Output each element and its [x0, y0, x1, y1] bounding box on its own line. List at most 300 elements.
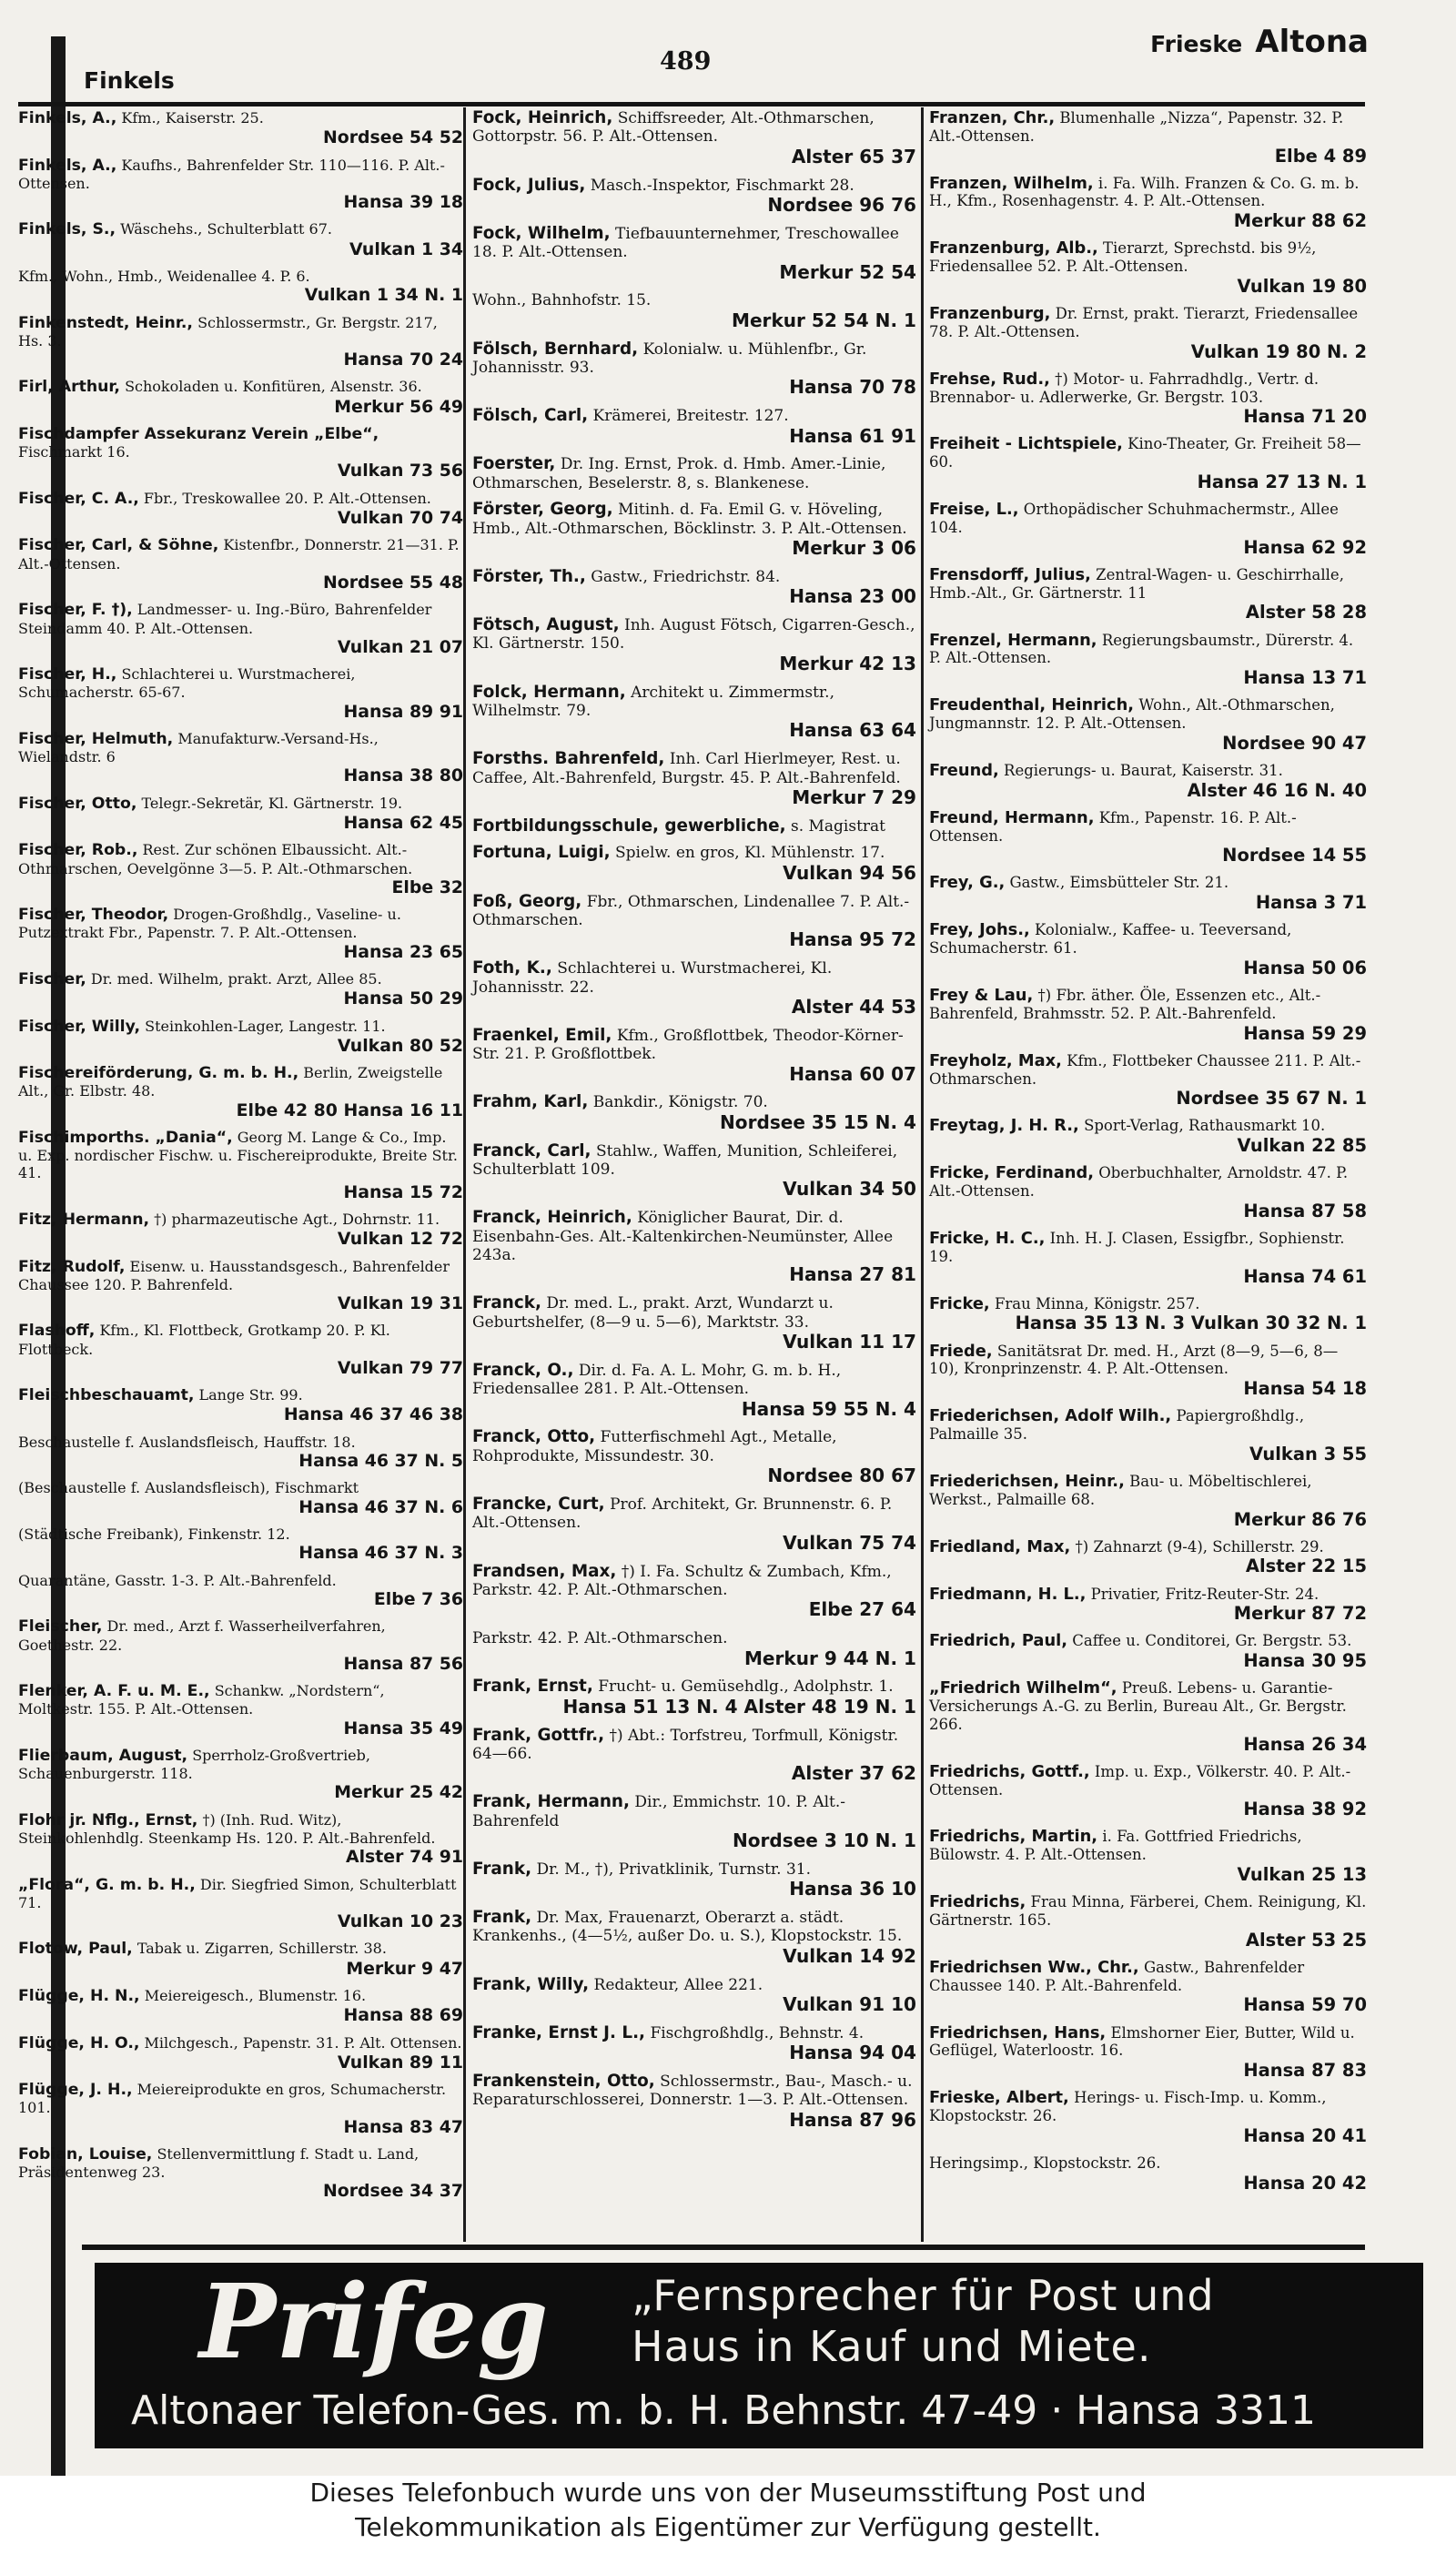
entry-phone: Merkur 25 42	[334, 1782, 463, 1803]
entry-phone: Hansa 59 55 N. 4	[741, 1397, 916, 1420]
directory-entry	[924, 1763, 1374, 1820]
entry-phone: Elbe 27 64	[808, 1598, 916, 1621]
advertisement-banner	[95, 2263, 1423, 2448]
entry-details: Mitinh. d. Fa. Emil G. v. Höveling, Hmb., Alt.-Othmarschen, Böcklinstr. 3. P. Alt.-Ottensen.	[472, 501, 907, 538]
directory-entry	[924, 109, 1374, 167]
directory-entry	[13, 795, 470, 834]
entry-phone: Elbe 4 89	[1274, 145, 1367, 167]
entry-phone: Merkur 42 13	[779, 652, 916, 674]
entry-name: Franke, Ernst J. L.,	[472, 2022, 646, 2042]
entry-phone: Hansa 88 69	[343, 2005, 463, 2026]
entry-phone: Vulkan 25 13	[1237, 1864, 1367, 1886]
entry-name: Fleischer,	[18, 1617, 103, 1637]
entry-phone: Hansa 23 00	[789, 585, 916, 608]
entry-details: Kfm., Kaiserstr. 25.	[121, 109, 264, 127]
entry-name: Folck, Hermann,	[472, 682, 626, 702]
directory-entry	[13, 2145, 470, 2202]
entry-details: Stellenvermittlung f. Stadt u. Land, Präsidentenweg 23.	[18, 2145, 420, 2182]
directory-entry	[924, 566, 1374, 623]
entry-phone: Merkur 7 29	[792, 786, 916, 809]
entry-name: Fischer, Theodor,	[18, 906, 169, 925]
entry-phone: Elbe 7 36	[373, 1588, 463, 1609]
entry-details: †) Zahnarzt (9-4), Schillerstr. 29.	[1075, 1537, 1324, 1556]
entry-name: Friederichsen, Adolf Wilh.,	[929, 1406, 1172, 1426]
entry-phone: Vulkan 80 52	[337, 1035, 463, 1056]
entry-details: Steinkohlen-Lager, Langestr. 11.	[145, 1017, 386, 1035]
entry-name: Fischer, F. †),	[18, 601, 133, 620]
directory-entry	[467, 1362, 924, 1421]
entry-name: Fötsch, August,	[472, 615, 620, 635]
entry-name: Finkels, A.,	[18, 109, 117, 127]
entry-details: Gastw., Eimsbütteler Str. 21.	[1009, 874, 1229, 892]
directory-entry	[467, 1093, 924, 1133]
entry-name: Frenzel, Hermann,	[929, 630, 1097, 650]
entry-phone: Merkur 9 47	[346, 1958, 463, 1979]
entry-phone: Hansa 46 37 N. 6	[298, 1496, 463, 1517]
entry-name: Forsths. Bahrenfeld,	[472, 749, 665, 769]
entry-name: Fischereiförderung, G. m. b. H.,	[18, 1064, 299, 1083]
entry-details: Frucht- u. Gemüsehdlg., Adolphstr. 1.	[598, 1677, 894, 1697]
entry-details: Beschaustelle f. Auslandsfleisch, Hauffstr. 18.	[18, 1433, 356, 1451]
directory-entry	[13, 1940, 470, 1979]
entry-name: Franck, Carl,	[472, 1140, 592, 1160]
directory-entry	[13, 1434, 470, 1472]
entry-phone: Nordsee 96 76	[767, 194, 916, 217]
entry-name: Fraenkel, Emil,	[472, 1025, 612, 1045]
entry-name: Flenker, A. F. u. M. E.,	[18, 1682, 210, 1701]
entry-name: Fischer, Rob.,	[18, 841, 138, 860]
entry-details: Schlossermstr., Bau-, Masch.- u. Reparaturschlosserei, Donnerstr. 1—3. P. Alt.-Ottensen.	[472, 2073, 913, 2110]
entry-details: Wohn., Alt.-Othmarschen, Jungmannstr. 12. P. Alt.-Ottensen.	[929, 696, 1335, 732]
entry-phone: Elbe 42 80 Hansa 16 11	[236, 1100, 463, 1120]
directory-entry	[13, 220, 470, 259]
directory-entry	[924, 1052, 1374, 1110]
directory-entry	[467, 1142, 924, 1201]
entry-phone: Hansa 87 96	[789, 2108, 916, 2131]
directory-entry	[467, 407, 924, 447]
entry-details: Dr. med. L., prakt. Arzt, Wundarzt u. Geburtshelfer, (8—9 u. 5—6), Marktstr. 33.	[472, 1294, 834, 1332]
directory-entry	[467, 1793, 924, 1852]
entry-details: Krämerei, Breitestr. 127.	[592, 407, 789, 426]
entry-name: Frieske, Albert,	[929, 2088, 1069, 2108]
entry-details: Architekt u. Zimmermstr., Wilhelmstr. 79.	[472, 683, 834, 721]
entry-phone: Hansa 36 10	[789, 1878, 916, 1900]
entry-phone: Vulkan 91 10	[783, 1993, 916, 2016]
entry-details: Elmshorner Eier, Butter, Wild u. Geflügel, Waterloostr. 16.	[929, 2023, 1355, 2060]
entry-details: Meiereigesch., Blumenstr. 16.	[144, 1986, 367, 2004]
entry-name: Friedrichsen, Hans,	[929, 2022, 1107, 2042]
directory-entry	[924, 1473, 1374, 1530]
entry-phone: Hansa 74 61	[1243, 1265, 1367, 1287]
entry-phone: Merkur 9 44 N. 1	[743, 1647, 916, 1669]
entry-details: Privatier, Fritz-Reuter-Str. 24.	[1090, 1585, 1320, 1603]
entry-phone: Hansa 87 58	[1243, 1200, 1367, 1221]
directory-entry	[13, 1987, 470, 2026]
directory-entry	[467, 1727, 924, 1786]
directory-entry	[467, 1428, 924, 1487]
entry-details: Dr. med. Wilhelm, prakt. Arzt, Allee 85.	[90, 969, 382, 988]
entry-details: Kfm., Großflottbek, Theodor-Körner-Str. 21. P. Großflottbek.	[472, 1026, 904, 1064]
entry-phone: Vulkan 34 50	[783, 1178, 916, 1201]
entry-name: Fobian, Louise,	[18, 2145, 153, 2164]
entry-details: Gastw., Friedrichstr. 84.	[591, 567, 781, 586]
entry-details: †) Fbr. äther. Öle, Essenzen etc., Alt.-Bahrenfeld, Brahmsstr. 52. P. Alt.-Bahrenfeld.	[929, 987, 1321, 1022]
directory-entry	[13, 906, 470, 962]
entry-phone: Hansa 15 72	[343, 1181, 463, 1202]
entry-name: Franck, Otto,	[472, 1427, 596, 1447]
entry-name: Frahm, Karl,	[472, 1092, 589, 1112]
entry-phone: Vulkan 10 23	[337, 1910, 463, 1931]
entry-details: Kfm., Flottbeker Chaussee 211. P. Alt.-Othmarschen.	[929, 1051, 1361, 1088]
entry-name: Flotow, Paul,	[18, 1940, 133, 1959]
entry-phone: Alster 65 37	[791, 145, 916, 167]
directory-entry	[467, 501, 924, 560]
entry-details: Dr. Max, Frauenarzt, Oberarzt a. städt. Krankenhs., (4—5½, außer Do. u. S.), Klopstockstr. 15.	[472, 1909, 903, 1946]
directory-entry	[467, 1976, 924, 2016]
entry-name: Finkenstedt, Heinr.,	[18, 313, 193, 332]
entry-name: Flierbaum, August,	[18, 1746, 188, 1765]
directory-entry	[924, 435, 1374, 492]
entry-details: Schiffsreeder, Alt.-Othmarschen, Gottorpstr. 56. P. Alt.-Ottensen.	[472, 109, 875, 147]
entry-phone: Hansa 94 04	[789, 2042, 916, 2064]
directory-entry	[924, 175, 1374, 232]
entry-phone: Hansa 70 24	[343, 350, 463, 370]
directory-entry	[13, 1386, 470, 1425]
directory-column-2	[467, 109, 924, 2239]
entry-details: i. Fa. Gottfried Friedrichs, Bülowstr. 4. P. Alt.-Ottensen.	[929, 1828, 1302, 1864]
directory-entry	[13, 314, 470, 370]
directory-entry	[467, 1495, 924, 1555]
entry-details: Inh. Carl Hierlmeyer, Rest. u. Caffee, Alt.-Bahrenfeld, Burgstr. 45. P. Alt.-Bahrenfeld.	[472, 750, 901, 787]
entry-phone: Alster 22 15	[1245, 1556, 1367, 1577]
entry-name: Fölsch, Bernhard,	[472, 339, 639, 359]
directory-entry	[467, 616, 924, 675]
entry-details: Regierungsbaumstr., Dürerstr. 4. P. Alt.-Ottensen.	[929, 631, 1354, 667]
entry-phone: Vulkan 94 56	[783, 861, 916, 884]
entry-phone: Vulkan 14 92	[783, 1944, 916, 1967]
directory-entry	[924, 1586, 1374, 1625]
directory-entry	[13, 1682, 470, 1738]
entry-details: Drogen-Großhdlg., Vaseline- u. Putzextrakt Fbr., Papenstr. 7. P. Alt.-Ottensen.	[18, 906, 401, 942]
entry-phone: Hansa 38 92	[1243, 1799, 1367, 1820]
entry-phone: Vulkan 1 34 N. 1	[304, 285, 463, 306]
entry-name: Fortbildungsschule, gewerbliche,	[472, 816, 786, 836]
directory-entry	[924, 987, 1374, 1044]
entry-details: Schlachterei u. Wurstmacherei, Kl. Johannisstr. 22.	[472, 959, 833, 997]
entry-details: Heringsimp., Klopstockstr. 26.	[929, 2154, 1161, 2172]
entry-name: Friedrichs,	[929, 1892, 1026, 1912]
entry-details: Regierungs- u. Baurat, Kaiserstr. 31.	[1004, 761, 1283, 779]
directory-entry	[924, 1117, 1374, 1156]
entry-details: Bankdir., Königstr. 70.	[592, 1093, 768, 1112]
entry-details: Quarantäne, Gasstr. 1-3. P. Alt.-Bahrenfeld.	[18, 1571, 337, 1589]
entry-details: Kfm., Wohn., Hmb., Weidenallee 4. P. 6.	[18, 268, 310, 286]
directory-entry	[467, 2024, 924, 2064]
directory-entry	[924, 305, 1374, 362]
entry-name: Fischer, Carl, & Söhne,	[18, 536, 219, 555]
entry-phone: Alster 53 25	[1245, 1929, 1367, 1951]
directory-column-3	[924, 109, 1374, 2239]
entry-details: Parkstr. 42. P. Alt.-Othmarschen.	[472, 1629, 728, 1648]
entry-name: Foß, Georg,	[472, 891, 582, 911]
directory-entry	[13, 1322, 470, 1378]
header-keyword-right	[1150, 24, 1369, 60]
directory-entry	[13, 1258, 470, 1314]
entry-phone: Vulkan 70 74	[337, 508, 463, 529]
entry-phone: Nordsee 14 55	[1222, 845, 1367, 867]
entry-phone: Hansa 51 13 N. 4 Alster 48 19 N. 1	[562, 1695, 916, 1718]
directory-entry	[13, 1211, 470, 1250]
entry-phone: Alster 44 53	[791, 995, 916, 1018]
directory-entry	[13, 1479, 470, 1517]
entry-phone: Nordsee 3 10 N. 1	[732, 1829, 916, 1852]
entry-details: Schlachterei u. Wurstmacherei, Schumacherstr. 65-67.	[18, 665, 356, 702]
directory-entry	[924, 921, 1374, 978]
entry-details: Papiergroßhdlg., Palmaille 35.	[929, 1407, 1305, 1444]
entry-phone: Hansa 83 47	[343, 2116, 463, 2137]
entry-details: Sanitätsrat Dr. med. H., Arzt (8—9, 5—6, 8—10), Kronprinzenstr. 4. P. Alt.-Ottensen.	[929, 1342, 1339, 1378]
entry-name: Flashoff,	[18, 1322, 96, 1341]
entry-phone: Hansa 71 20	[1243, 406, 1367, 428]
entry-name: Finkels, S.,	[18, 220, 116, 239]
entry-details: Fischmarkt 16.	[18, 443, 130, 461]
directory-entry	[924, 1295, 1374, 1334]
directory-entry	[13, 378, 470, 417]
entry-details: Gastw., Bahrenfelder Chaussee 140. P. Alt.-Bahrenfeld.	[929, 1958, 1305, 1994]
entry-phone: Hansa 23 65	[343, 941, 463, 962]
entry-name: Fricke,	[929, 1293, 990, 1313]
entry-name: Franzen, Chr.,	[929, 109, 1056, 127]
entry-details: Rest. Zur schönen Elbaussicht. Alt.-Othmarschen, Oevelgönne 3—5. P. Alt.-Othmarschen.	[18, 841, 413, 877]
entry-phone: Merkur 88 62	[1233, 210, 1367, 232]
entry-phone: Nordsee 35 15 N. 4	[720, 1110, 916, 1133]
directory-entry	[467, 817, 924, 836]
entry-phone: Hansa 3 71	[1255, 892, 1367, 914]
entry-details: Orthopädischer Schuhmachermstr., Allee 104.	[929, 501, 1339, 536]
entry-name: Freyholz, Max,	[929, 1050, 1062, 1070]
directory-entry	[13, 490, 470, 529]
directory-entry	[467, 109, 924, 168]
entry-name: Friedrich, Paul,	[929, 1631, 1067, 1651]
directory-entry	[924, 239, 1374, 297]
entry-details: (Städtische Freibank), Finkenstr. 12.	[18, 1525, 290, 1544]
entry-name: Friede,	[929, 1341, 993, 1361]
entry-name: Frank,	[472, 1859, 532, 1879]
directory-entry	[924, 1343, 1374, 1400]
entry-phone: Hansa 61 91	[789, 424, 916, 447]
entry-details: Kaufhs., Bahrenfelder Str. 110—116. P. Alt.-Ottensen.	[18, 156, 445, 192]
directory-entry	[467, 177, 924, 217]
entry-details: Kolonialw., Kaffee- u. Teeversand, Schumacherstr. 61.	[929, 921, 1292, 958]
entry-name: Förster, Georg,	[472, 500, 613, 520]
entry-name: Friedrichs, Martin,	[929, 1827, 1098, 1847]
directory-entry	[13, 1525, 470, 1564]
entry-details: Kistenfbr., Donnerstr. 21—31. P. Alt.-Ottensen.	[18, 536, 460, 573]
entry-name: Francke, Curt,	[472, 1494, 605, 1514]
entry-details: Inh. August Fötsch, Cigarren-Gesch., Kl. Gärtnerstr. 150.	[472, 616, 915, 654]
entry-name: Frank, Gottfr.,	[472, 1725, 605, 1745]
entry-phone: Hansa 20 42	[1243, 2172, 1367, 2194]
entry-phone: Nordsee 90 47	[1222, 732, 1367, 754]
entry-details: †) Motor- u. Fahrradhdlg., Vertr. d. Brennabor- u. Adlerwerke, Gr. Bergstr. 103.	[929, 370, 1320, 406]
entry-name: „Flora“, G. m. b. H.,	[18, 1875, 196, 1894]
directory-entry	[924, 2154, 1374, 2194]
entry-name: Fock, Heinrich,	[472, 109, 613, 127]
entry-details: Eisenw. u. Hausstandsgesch., Bahrenfelder Chaussee 120. P. Bahrenfeld.	[18, 1257, 450, 1293]
directory-entry	[13, 1876, 470, 1932]
entry-phone: Hansa 27 81	[789, 1263, 916, 1286]
entry-details: †) I. Fa. Schultz & Zumbach, Kfm., Parkstr. 42. P. Alt.-Othmarschen.	[472, 1562, 892, 1599]
entry-details: †) Abt.: Torfstreu, Torfmull, Königstr. 64—66.	[472, 1726, 899, 1764]
entry-details: Dir. Siegfried Simon, Schulterblatt 71.	[18, 1875, 457, 1911]
entry-phone: Merkur 3 06	[792, 537, 916, 560]
entry-details: Dir., Emmichstr. 10. P. Alt.-Bahrenfeld	[472, 1793, 846, 1830]
entry-details: Sport-Verlag, Rathausmarkt 10.	[1084, 1117, 1326, 1135]
entry-name: Frey, G.,	[929, 873, 1006, 893]
entry-name: Fricke, H. C.,	[929, 1228, 1046, 1248]
directory-entry	[13, 1064, 470, 1120]
entry-name: Franzen, Wilhelm,	[929, 173, 1094, 193]
entry-details: Kfm., Kl. Flottbeck, Grotkamp 20. P. Kl. Flottbeck.	[18, 1322, 390, 1358]
entry-phone: Vulkan 89 11	[337, 2052, 463, 2073]
entry-phone: Vulkan 22 85	[1237, 1135, 1367, 1157]
entry-name: Fischer, H.,	[18, 665, 117, 684]
ad-slogan-line-1: „Fernsprecher für Post und	[632, 2271, 1215, 2320]
entry-details: Georg M. Lange & Co., Imp. u. Exp. nordischer Fischw. u. Fischereiprodukte, Breite Str. 41.	[18, 1129, 458, 1182]
entry-details: Dr. M., †), Privatklinik, Turnstr. 31.	[536, 1860, 812, 1879]
entry-details: Herings- u. Fisch-Imp. u. Komm., Klopstockstr. 26.	[929, 2089, 1327, 2125]
entry-phone: Hansa 89 91	[343, 701, 463, 722]
directory-entry	[924, 632, 1374, 689]
entry-name: Flügge, H. O.,	[18, 2033, 140, 2052]
entry-details: Schokoladen u. Konfitüren, Alsenstr. 36.	[125, 378, 422, 396]
entry-phone: Hansa 62 45	[343, 812, 463, 833]
entry-phone: Hansa 60 07	[789, 1062, 916, 1085]
entry-phone: Merkur 52 54 N. 1	[732, 309, 916, 331]
entry-details: Blumenhalle „Nizza“, Papenstr. 32. P. Alt.-Ottensen.	[929, 109, 1344, 145]
entry-name: Finkels, A.,	[18, 156, 117, 175]
entry-name: Franzenburg,	[929, 304, 1051, 324]
directory-entry	[924, 1959, 1374, 2016]
entry-name: Freytag, J. H. R.,	[929, 1116, 1079, 1136]
entry-phone: Hansa 35 49	[343, 1718, 463, 1738]
entry-phone: Vulkan 12 72	[337, 1229, 463, 1250]
entry-name: Freund,	[929, 760, 999, 780]
directory-entry	[924, 370, 1374, 428]
entry-details: Zentral-Wagen- u. Geschirrhalle, Hmb.-Alt., Gr. Gärtnerstr. 11	[929, 565, 1344, 602]
entry-details: Landmesser- u. Ing.-Büro, Bahrenfelder Steindamm 40. P. Alt.-Ottensen.	[18, 601, 432, 637]
entry-phone: Hansa 38 80	[343, 765, 463, 786]
entry-details: Prof. Architekt, Gr. Brunnenstr. 6. P. Alt.-Ottensen.	[472, 1495, 893, 1533]
header-right-town: Altona	[1255, 24, 1369, 60]
directory-entry	[467, 455, 924, 492]
directory-entry	[13, 157, 470, 213]
entry-phone: Hansa 50 29	[343, 988, 463, 1009]
entry-name: Frank,	[472, 1908, 532, 1928]
entry-name: Fischimporths. „Dania“,	[18, 1129, 233, 1147]
entry-name: Fitz, Rudolf,	[18, 1257, 126, 1276]
entry-details: s. Magistrat	[790, 816, 886, 836]
footer-credit	[0, 2476, 1456, 2554]
entry-details: Lange Str. 99.	[198, 1386, 303, 1404]
directory-entry	[467, 1294, 924, 1353]
entry-details: Telegr.-Sekretär, Kl. Gärtnerstr. 19.	[141, 794, 403, 812]
directory-entry	[13, 536, 470, 593]
entry-name: Franzenburg, Alb.,	[929, 238, 1098, 258]
entry-phone: Alster 46 16 N. 40	[1187, 779, 1367, 801]
entry-details: Caffee u. Conditorei, Gr. Bergstr. 53.	[1072, 1632, 1352, 1650]
entry-phone: Hansa 87 56	[343, 1653, 463, 1674]
entry-phone: Vulkan 79 77	[337, 1357, 463, 1378]
entry-name: Fölsch, Carl,	[472, 406, 589, 426]
entry-name: Frank, Hermann,	[472, 1792, 630, 1812]
entry-name: Freund, Hermann,	[929, 807, 1095, 827]
entry-details: Wäschehs., Schulterblatt 67.	[120, 220, 332, 238]
directory-entry	[924, 1230, 1374, 1287]
entry-details: Wohn., Bahnhofstr. 15.	[472, 291, 652, 310]
entry-phone: Alster 58 28	[1245, 602, 1367, 623]
entry-details: Stahlw., Waffen, Munition, Schleiferei, Schulterblatt 109.	[472, 1141, 898, 1179]
footer-line-1: Dieses Telefonbuch wurde uns von der Museumsstiftung Post und	[309, 2478, 1147, 2508]
entry-name: Fischer, C. A.,	[18, 489, 139, 508]
page-number: 489	[660, 47, 712, 76]
directory-entry	[13, 268, 470, 306]
directory-entry	[467, 2073, 924, 2132]
entry-phone: Vulkan 11 17	[783, 1330, 916, 1353]
entry-name: Friederichsen, Heinr.,	[929, 1471, 1125, 1491]
entry-phone: Vulkan 19 80 N. 2	[1190, 340, 1367, 362]
entry-phone: Hansa 59 29	[1243, 1022, 1367, 1044]
entry-details: Inh. H. J. Clasen, Essigfbr., Sophienstr. 19.	[929, 1229, 1345, 1265]
entry-name: Fitz, Hermann,	[18, 1211, 150, 1230]
entry-phone: Hansa 59 70	[1243, 1994, 1367, 2016]
entry-name: Fortuna, Luigi,	[472, 843, 611, 863]
entry-phone: Hansa 46 37 N. 3	[298, 1543, 463, 1564]
entry-phone: Nordsee 55 48	[323, 572, 463, 593]
directory-entry	[467, 1677, 924, 1718]
entry-name: Fischdampfer Assekuranz Verein „Elbe“,	[18, 425, 379, 444]
entry-details: Fischgroßhdlg., Behnstr. 4.	[650, 2023, 864, 2042]
entry-details: Frau Minna, Färberei, Chem. Reinigung, Kl. Gärtnerstr. 165.	[929, 1893, 1367, 1929]
entry-details: Dr. med., Arzt f. Wasserheilverfahren, Goethestr. 22.	[18, 1617, 386, 1654]
directory-entry	[13, 1129, 470, 1202]
entry-phone: Hansa 63 64	[789, 719, 916, 742]
directory-entry	[13, 2034, 470, 2073]
entry-name: Fischer, Helmuth,	[18, 729, 174, 748]
entry-phone: Merkur 86 76	[1233, 1508, 1367, 1530]
directory-entry	[924, 1679, 1374, 1754]
bottom-rule	[82, 2245, 1365, 2250]
entry-name: Friedrichs, Gottf.,	[929, 1761, 1090, 1781]
directory-entry	[467, 1909, 924, 1968]
entry-name: Freudenthal, Heinrich,	[929, 695, 1135, 715]
entry-phone: Nordsee 80 67	[767, 1464, 916, 1487]
directory-column-1	[13, 109, 470, 2239]
directory-entry	[924, 1632, 1374, 1671]
entry-details: Schlossermstr., Gr. Bergstr. 217, Hs. 3.	[18, 313, 438, 350]
directory-entry	[467, 340, 924, 400]
entry-details: Kino-Theater, Gr. Freiheit 58—60.	[929, 435, 1361, 471]
directory-entry	[467, 1027, 924, 1086]
directory-entry	[467, 684, 924, 743]
entry-details: Spielw. en gros, Kl. Mühlenstr. 17.	[615, 844, 885, 863]
entry-name: Franck, O.,	[472, 1360, 574, 1380]
directory-entry	[467, 1563, 924, 1622]
entry-phone: Vulkan 3 55	[1249, 1443, 1367, 1464]
entry-details: Kfm., Papenstr. 16. P. Alt.-Ottensen.	[929, 808, 1297, 845]
entry-details: Masch.-Inspektor, Fischmarkt 28.	[590, 176, 854, 195]
entry-phone: Hansa 50 06	[1243, 957, 1367, 978]
